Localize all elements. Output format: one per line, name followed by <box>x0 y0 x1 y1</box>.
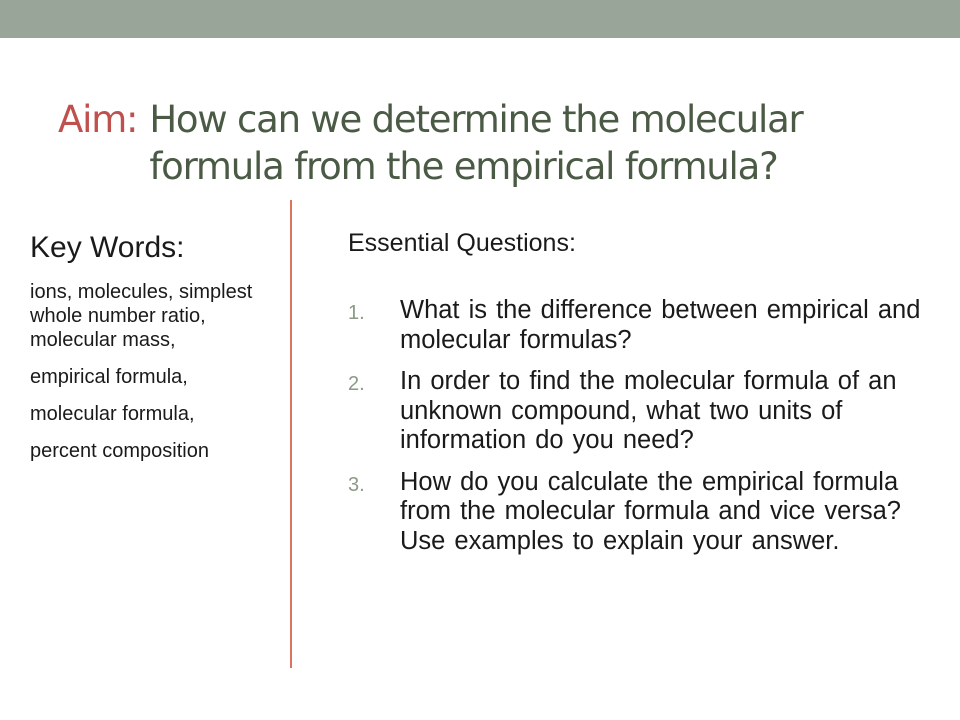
essential-questions-column <box>348 226 928 568</box>
key-word-item: empirical formula, <box>30 366 188 388</box>
key-words-column <box>30 228 280 476</box>
question-number: 2. <box>348 373 365 395</box>
essential-question-item <box>348 468 928 557</box>
key-word-item: ions, molecules, simplest whole number ratio, molecular mass, <box>30 281 253 351</box>
essential-questions-list <box>348 296 928 556</box>
essential-questions-heading: Essential Questions: <box>348 229 576 257</box>
key-words-heading: Key Words: <box>30 231 185 264</box>
key-word-item: percent composition <box>30 440 209 462</box>
key-word-item: molecular formula, <box>30 403 195 425</box>
aim-label: Aim: <box>58 98 138 141</box>
essential-question-item <box>348 296 928 355</box>
slide-title <box>58 96 918 190</box>
aim-question: How can we determine the molecular formula from the empirical formula? <box>149 98 803 188</box>
question-text: What is the difference between empirical and molecular formulas? <box>400 296 921 354</box>
key-words-list <box>30 280 280 463</box>
question-text: How do you calculate the empirical formula from the molecular formula and vice versa? Use examples to explain your answer. <box>400 467 901 555</box>
question-number: 3. <box>348 473 365 496</box>
question-number: 1. <box>348 302 365 324</box>
question-text: In order to find the molecular formula of an unknown compound, what two units of information do you need? <box>400 367 897 454</box>
column-divider <box>290 200 292 668</box>
top-bar <box>0 0 960 38</box>
essential-question-item <box>348 367 928 456</box>
